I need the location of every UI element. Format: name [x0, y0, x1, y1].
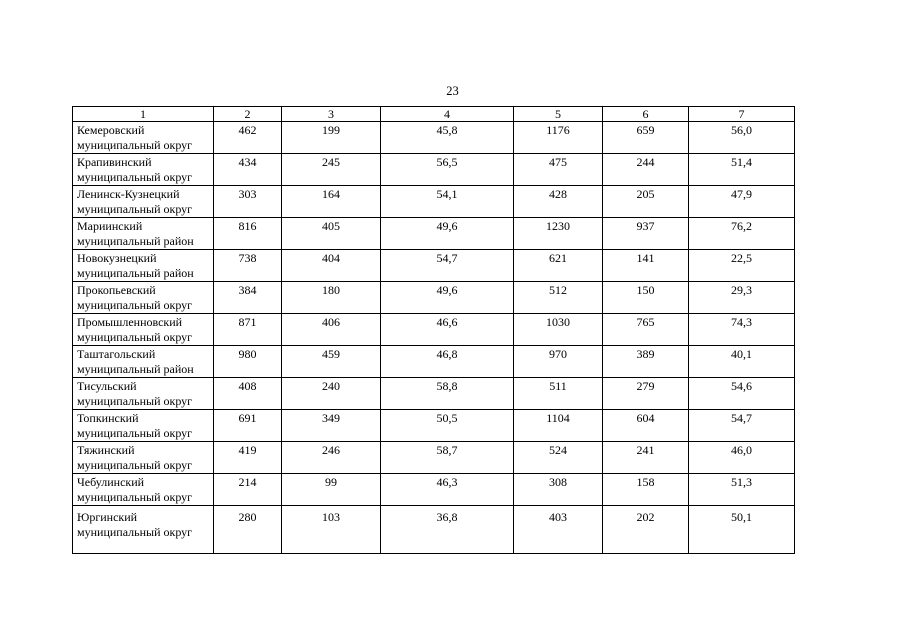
value-cell: 54,1 [381, 186, 514, 218]
table-row [73, 346, 795, 378]
table-row [73, 506, 795, 554]
value-cell: 54,6 [689, 378, 795, 410]
value-cell: 980 [214, 346, 282, 378]
value-cell: 1030 [514, 314, 603, 346]
district-name-cell: Топкинский муниципальный округ [73, 410, 214, 442]
value-cell: 970 [514, 346, 603, 378]
value-cell: 54,7 [381, 250, 514, 282]
value-cell: 74,3 [689, 314, 795, 346]
value-cell: 279 [603, 378, 689, 410]
column-header: 7 [689, 107, 795, 122]
district-name-cell: Юргинский муниципальный округ [73, 506, 214, 554]
table-row [73, 378, 795, 410]
value-cell: 511 [514, 378, 603, 410]
value-cell: 604 [603, 410, 689, 442]
table-row [73, 218, 795, 250]
value-cell: 308 [514, 474, 603, 506]
value-cell: 50,1 [689, 506, 795, 554]
value-cell: 58,7 [381, 442, 514, 474]
table-row [73, 314, 795, 346]
value-cell: 214 [214, 474, 282, 506]
value-cell: 50,5 [381, 410, 514, 442]
value-cell: 46,3 [381, 474, 514, 506]
value-cell: 158 [603, 474, 689, 506]
district-name-cell: Крапивинский муниципальный округ [73, 154, 214, 186]
table-row [73, 250, 795, 282]
district-name-cell: Тяжинский муниципальный округ [73, 442, 214, 474]
value-cell: 406 [282, 314, 381, 346]
value-cell: 524 [514, 442, 603, 474]
value-cell: 205 [603, 186, 689, 218]
column-header: 4 [381, 107, 514, 122]
district-name-cell: Прокопьевский муниципальный округ [73, 282, 214, 314]
value-cell: 937 [603, 218, 689, 250]
district-name-cell: Чебулинский муниципальный округ [73, 474, 214, 506]
table-row [73, 122, 795, 154]
value-cell: 303 [214, 186, 282, 218]
value-cell: 40,1 [689, 346, 795, 378]
value-cell: 408 [214, 378, 282, 410]
column-header: 3 [282, 107, 381, 122]
value-cell: 691 [214, 410, 282, 442]
value-cell: 180 [282, 282, 381, 314]
value-cell: 56,5 [381, 154, 514, 186]
value-cell: 36,8 [381, 506, 514, 554]
district-name-cell: Ленинск-Кузнецкий муниципальный округ [73, 186, 214, 218]
table-row [73, 410, 795, 442]
district-name-cell: Мариинский муниципальный район [73, 218, 214, 250]
district-name-cell: Тисульский муниципальный округ [73, 378, 214, 410]
column-header: 5 [514, 107, 603, 122]
value-cell: 659 [603, 122, 689, 154]
value-cell: 1104 [514, 410, 603, 442]
value-cell: 29,3 [689, 282, 795, 314]
header-row [73, 107, 795, 122]
value-cell: 54,7 [689, 410, 795, 442]
value-cell: 46,8 [381, 346, 514, 378]
column-header: 2 [214, 107, 282, 122]
value-cell: 405 [282, 218, 381, 250]
value-cell: 199 [282, 122, 381, 154]
value-cell: 1176 [514, 122, 603, 154]
district-name-cell: Новокузнецкий муниципальный район [73, 250, 214, 282]
value-cell: 47,9 [689, 186, 795, 218]
table-row [73, 442, 795, 474]
value-cell: 49,6 [381, 218, 514, 250]
value-cell: 241 [603, 442, 689, 474]
value-cell: 738 [214, 250, 282, 282]
district-name-cell: Промышленновский муниципальный округ [73, 314, 214, 346]
district-name-cell: Кемеровский муниципальный округ [73, 122, 214, 154]
table-row [73, 186, 795, 218]
value-cell: 512 [514, 282, 603, 314]
value-cell: 428 [514, 186, 603, 218]
value-cell: 103 [282, 506, 381, 554]
value-cell: 765 [603, 314, 689, 346]
value-cell: 280 [214, 506, 282, 554]
value-cell: 462 [214, 122, 282, 154]
table-row [73, 282, 795, 314]
value-cell: 245 [282, 154, 381, 186]
table-row [73, 154, 795, 186]
value-cell: 434 [214, 154, 282, 186]
value-cell: 56,0 [689, 122, 795, 154]
value-cell: 51,4 [689, 154, 795, 186]
value-cell: 404 [282, 250, 381, 282]
value-cell: 164 [282, 186, 381, 218]
value-cell: 58,8 [381, 378, 514, 410]
value-cell: 46,6 [381, 314, 514, 346]
value-cell: 244 [603, 154, 689, 186]
value-cell: 49,6 [381, 282, 514, 314]
value-cell: 816 [214, 218, 282, 250]
value-cell: 240 [282, 378, 381, 410]
value-cell: 141 [603, 250, 689, 282]
value-cell: 150 [603, 282, 689, 314]
value-cell: 419 [214, 442, 282, 474]
column-header: 6 [603, 107, 689, 122]
district-name-cell: Таштагольский муниципальный район [73, 346, 214, 378]
value-cell: 871 [214, 314, 282, 346]
value-cell: 202 [603, 506, 689, 554]
table-body [73, 122, 795, 554]
value-cell: 384 [214, 282, 282, 314]
value-cell: 246 [282, 442, 381, 474]
value-cell: 1230 [514, 218, 603, 250]
value-cell: 22,5 [689, 250, 795, 282]
value-cell: 99 [282, 474, 381, 506]
data-table [72, 106, 795, 554]
value-cell: 459 [282, 346, 381, 378]
value-cell: 621 [514, 250, 603, 282]
page-number: 23 [446, 84, 459, 98]
value-cell: 51,3 [689, 474, 795, 506]
column-header: 1 [73, 107, 214, 122]
table-row [73, 474, 795, 506]
table-header [73, 107, 795, 122]
value-cell: 76,2 [689, 218, 795, 250]
value-cell: 475 [514, 154, 603, 186]
value-cell: 349 [282, 410, 381, 442]
value-cell: 389 [603, 346, 689, 378]
value-cell: 403 [514, 506, 603, 554]
value-cell: 45,8 [381, 122, 514, 154]
value-cell: 46,0 [689, 442, 795, 474]
